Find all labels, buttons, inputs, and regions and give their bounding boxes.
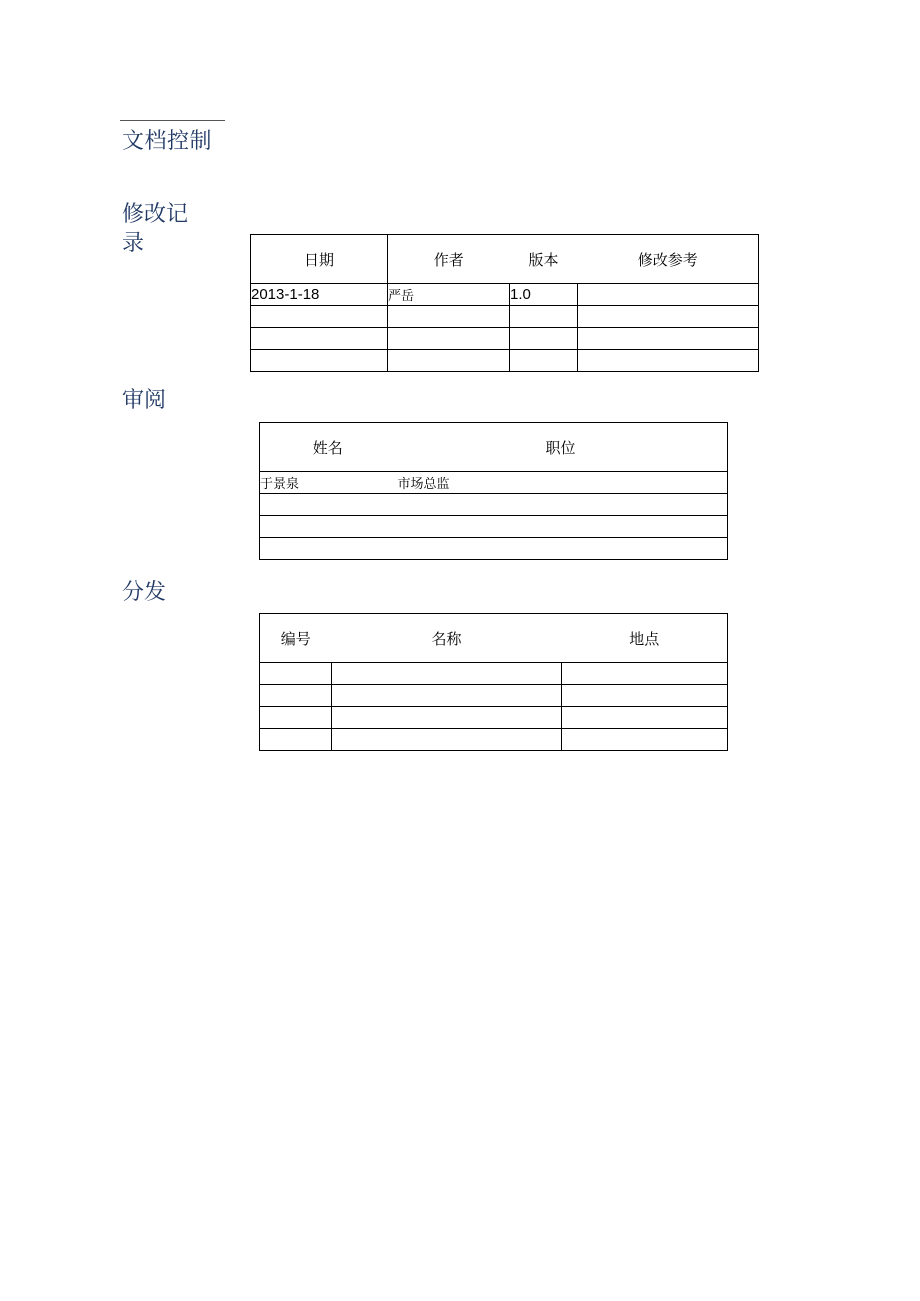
cell-name: [260, 538, 396, 560]
distribution-table: [259, 613, 728, 751]
cell-reference: [578, 306, 759, 328]
cell-date: [251, 350, 388, 372]
cell-version: [510, 350, 578, 372]
cell-version: [510, 306, 578, 328]
cell-name: [260, 494, 396, 516]
table-row: [251, 306, 759, 328]
cell-author: 严岳: [388, 284, 510, 306]
table-row: [260, 663, 728, 685]
column-header-author: 作者: [388, 235, 510, 284]
cell-title: [332, 685, 562, 707]
cell-date: 2013-1-18: [251, 284, 388, 306]
table-row: [251, 350, 759, 372]
cell-title: [332, 707, 562, 729]
cell-reference: [578, 284, 759, 306]
column-header-date: 日期: [251, 235, 388, 284]
cell-number: [260, 707, 332, 729]
table-row: [251, 328, 759, 350]
cell-version: 1.0: [510, 284, 578, 306]
column-header-reference: 修改参考: [578, 235, 759, 284]
cell-reference: [578, 350, 759, 372]
table-row: [260, 729, 728, 751]
document-title: 文档控制: [122, 129, 213, 154]
table-row: [260, 685, 728, 707]
cell-name: 于景泉: [260, 472, 396, 494]
cell-author: [388, 306, 510, 328]
column-header-number: 编号: [260, 614, 332, 663]
cell-location: [562, 707, 728, 729]
cell-version: [510, 328, 578, 350]
table-row: [260, 516, 728, 538]
table-row: [260, 494, 728, 516]
cell-location: [562, 685, 728, 707]
cell-title: [332, 663, 562, 685]
column-header-version: 版本: [510, 235, 578, 284]
table-row: [260, 538, 728, 560]
column-header-name: 姓名: [260, 423, 396, 472]
cell-date: [251, 328, 388, 350]
distribution-heading: 分发: [122, 580, 167, 605]
cell-author: [388, 350, 510, 372]
cell-location: [562, 663, 728, 685]
cell-position: [396, 538, 728, 560]
column-header-location: 地点: [562, 614, 728, 663]
revision-table: [250, 234, 759, 372]
cell-date: [251, 306, 388, 328]
cell-reference: [578, 328, 759, 350]
review-heading: 审阅: [122, 388, 167, 413]
column-header-title: 名称: [332, 614, 562, 663]
cell-number: [260, 729, 332, 751]
review-table: [259, 422, 728, 560]
table-row: [251, 284, 759, 306]
cell-author: [388, 328, 510, 350]
cell-title: [332, 729, 562, 751]
revision-heading: 修改记录: [122, 202, 189, 256]
cell-position: 市场总监: [396, 472, 728, 494]
cell-number: [260, 685, 332, 707]
cell-number: [260, 663, 332, 685]
cell-position: [396, 494, 728, 516]
column-header-position: 职位: [396, 423, 728, 472]
cell-location: [562, 729, 728, 751]
cell-position: [396, 516, 728, 538]
top-rule: [120, 120, 225, 121]
cell-name: [260, 516, 396, 538]
table-header-row: [251, 235, 759, 284]
table-row: [260, 707, 728, 729]
table-header-row: [260, 614, 728, 663]
table-row: [260, 472, 728, 494]
table-header-row: [260, 423, 728, 472]
